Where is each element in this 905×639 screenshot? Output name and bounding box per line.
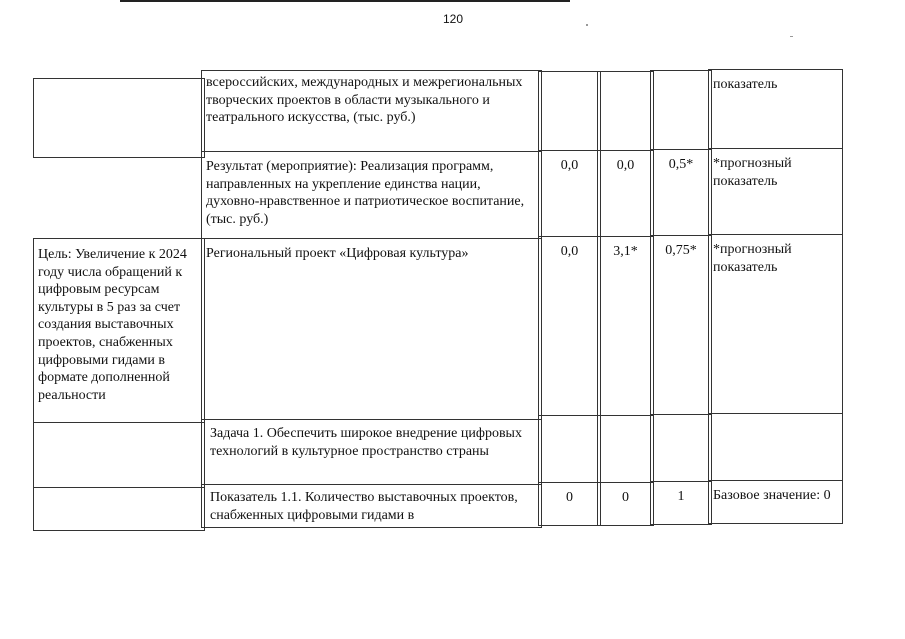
activity-cell: всероссийских, международных и межрегиональных творческих проектов в области музыкального и театрального искусства, (тыс. руб.): [201, 70, 542, 152]
goal-cell: [33, 78, 205, 158]
note-cell: *прогнозный показатель: [708, 234, 843, 414]
value-2023-cell: 0: [597, 482, 654, 526]
top-rule: [120, 0, 570, 2]
note-cell: [708, 413, 843, 481]
note-cell: Базовое значение: 0: [708, 480, 843, 524]
value-2024-cell: [650, 70, 712, 150]
value-2024-cell: 0,5*: [650, 149, 712, 236]
value-2024-cell: 1: [650, 481, 712, 525]
value-2024-cell: [650, 414, 712, 482]
goal-cell: [33, 487, 205, 531]
value-2022-cell: [538, 415, 601, 483]
value-2022-cell: 0,0: [538, 150, 601, 237]
value-2023-cell: [597, 415, 654, 483]
scan-speck: [790, 36, 793, 37]
value-2022-cell: 0: [538, 482, 601, 526]
value-2022-cell: [538, 71, 601, 151]
goal-cell: Цель: Увеличение к 2024 году числа обращений к цифровым ресурсам культуры в 5 раз за счет создания выставочных проектов, снабженных цифровыми гидами в формате дополненной реальности: [33, 238, 205, 423]
value-2024-cell: 0,75*: [650, 235, 712, 415]
value-2022-cell: 0,0: [538, 236, 601, 416]
activity-cell: Показатель 1.1. Количество выставочных проектов, снабженных цифровыми гидами в: [201, 484, 542, 528]
value-2023-cell: [597, 71, 654, 151]
activity-cell: Задача 1. Обеспечить широкое внедрение цифровых технологий в культурное пространство страны: [201, 419, 542, 485]
note-cell: *прогнозный показатель: [708, 148, 843, 235]
activity-cell: Результат (мероприятие): Реализация программ, направленных на укрепление единства нации, духовно-нравственное и патриотическое воспитание, (тыс. руб.): [201, 151, 542, 239]
value-2023-cell: 3,1*: [597, 236, 654, 416]
goal-cell: [33, 422, 205, 488]
value-2023-cell: 0,0: [597, 150, 654, 237]
note-cell: показатель: [708, 69, 843, 149]
activity-cell: Региональный проект «Цифровая культура»: [201, 238, 542, 420]
page-number: 120: [442, 12, 464, 26]
scan-speck: [586, 24, 588, 26]
